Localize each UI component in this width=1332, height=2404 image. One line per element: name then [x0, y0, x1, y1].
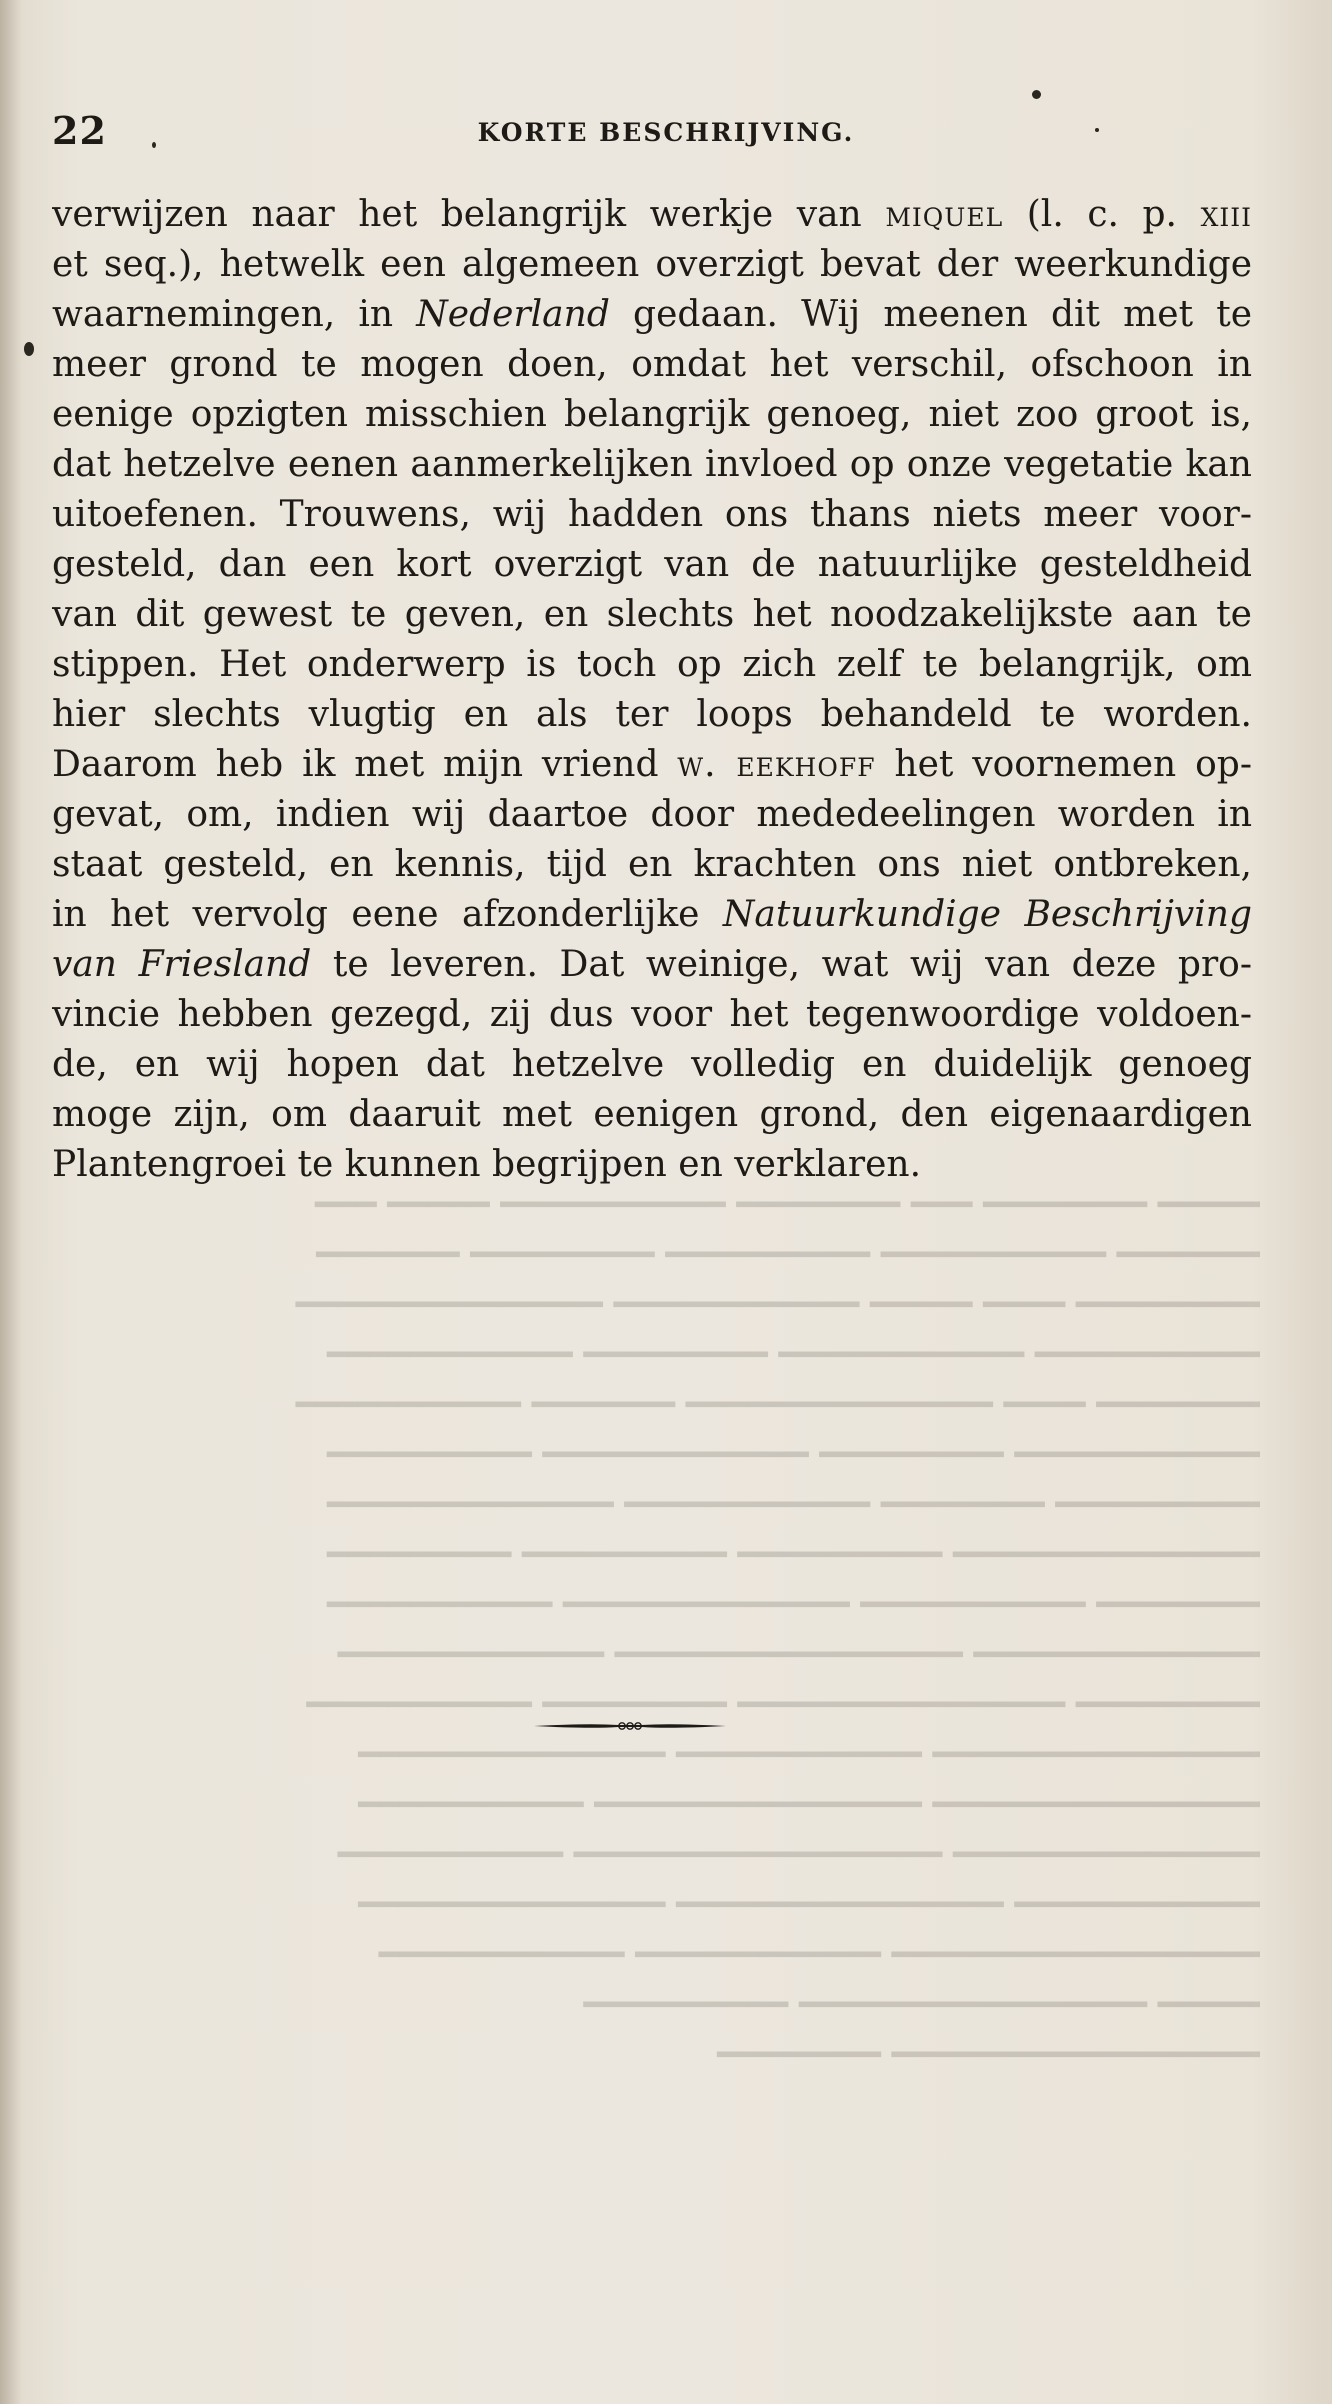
text-line-12: Daarom heb ik met mijn vriend w. eekhoff het voornemen op-: [52, 744, 1252, 785]
ink-speck: [152, 142, 156, 148]
author-name-eekhoff: w. eekhoff: [677, 744, 876, 785]
text-line-3: waarnemingen, in Nederland gedaan. Wij meenen dit met te: [52, 294, 1252, 335]
ink-speck: [24, 342, 34, 356]
ink-speck: [1095, 128, 1099, 132]
text-line-1: verwijzen naar het belangrijk werkje van miquel (l. c. p. xiii: [52, 194, 1252, 235]
main-paragraph: [52, 190, 1252, 1190]
show-through-texture: ━━━━━ ━━━━━━━━ ━━━ ━━━━━━━━ ━━━━━━━━━━━ ━━━━━ ━━━ ━━━━━━━ ━━━━━━━━━━━ ━━━━━━━━━━ ━━━━━━━━━ ━━━━━━━ ━━━━━━━━━ ━━━━ ━━━━━ ━━━━━━━━━━━━ ━━━━━━━━━━━━━━━ ━━━━━━━━━━━ ━━━━━━━━━━━━ ━━━━━━━━━ ━━━━━━━━━━━━ ━━━━━━━━ ━━━━ ━━━━━━━━━━━━━━━ ━━━━━━━ ━━━━━━━━━━━ ━━━━━━━━━━━━ ━━━━━━━━━ ━━━━━━━━━━━━━ ━━━━━━━━━━ ━━━━━━━━━━ ━━━━━━━━ ━━━━━━━━━━━━ ━━━━━━━━━━━━━━ ━━━━━━━━━━━━━━━ ━━━━━━━━━━ ━━━━━━━━━━ ━━━━━━━━━ ━━━━━━━━ ━━━━━━━━━━━ ━━━━━━━━━━━━━━ ━━━━━━━━━━━ ━━━━━━━━━━━━━━ ━━━━━━━━━━━━━━━━━ ━━━━━━━━━━━━━ ━━━━━━━━━ ━━━━━━━━━━━━━━━━ ━━━━━━━━━ ━━━━━━━━━━━ ━━━━━━━━━━━━━━━━ ━━━━━━━━━━━━ ━━━━━━━━━━━━━━━ ━━━━━━━━━━━━━━━━ ━━━━━━━━━━━━━━━━ ━━━━━━━━━━━ ━━━━━━━━━━━━━━━ ━━━━━━━━━━━━━━━━━━ ━━━━━━━━━━━ ━━━━━━━━━━━━ ━━━━━━━━━━━━━━━━ ━━━━━━━━━━━━━━━ ━━━━━━━━━━━━━━━━━━ ━━━━━━━━━━━━ ━━━━━━━━━━━━ ━━━━━ ━━━━━━━━━━━━━━━━━ ━━━━━━━━━━ ━━━━━━━━━━━━━━━━━━ ━━━━━━━━: [295, 1185, 1260, 2075]
text-line-9: van dit gewest te geven, en slechts het noodzakelijkste aan te: [52, 594, 1252, 635]
text-line-4: meer grond te mogen doen, omdat het verschil, ofschoon in: [52, 344, 1252, 385]
text-line-14: staat gesteld, en kennis, tijd en krachten ons niet ontbreken,: [52, 844, 1252, 885]
text-line-13: gevat, om, indien wij daartoe door mededeelingen worden in: [52, 794, 1252, 835]
text-line-6: dat hetzelve eenen aanmerkelijken invloed op onze vegetatie kan: [52, 444, 1252, 485]
text-line-20: Plantengroei te kunnen begrijpen en verklaren.: [52, 1144, 922, 1185]
text-line-17: vincie hebben gezegd, zij dus voor het tegenwoordige voldoen-: [52, 994, 1252, 1035]
text-line-16: van Friesland te leveren. Dat weinige, wat wij van deze pro-: [52, 944, 1252, 985]
text-line-7: uitoefenen. Trouwens, wij hadden ons thans niets meer voor-: [52, 494, 1252, 535]
spine-shadow: [0, 0, 22, 2404]
work-title-part-1: Natuurkundige Beschrijving: [722, 894, 1252, 935]
running-title: KORTE BESCHRIJVING.: [477, 118, 855, 147]
author-name-miquel: miquel: [885, 194, 1004, 235]
text-line-10: stippen. Het onderwerp is toch op zich zelf te belangrijk, om: [52, 644, 1252, 685]
text-line-5: eenige opzigten misschien belangrijk genoeg, niet zoo groot is,: [52, 394, 1252, 435]
page-number: 22: [52, 108, 107, 153]
text-line-19: moge zijn, om daaruit met eenigen grond, den eigenaardigen: [52, 1094, 1252, 1135]
ink-speck: [1032, 90, 1041, 99]
text-line-15: in het vervolg eene afzonderlijke Natuurkundige Beschrijving: [52, 894, 1252, 935]
place-nederland: Nederland: [416, 294, 610, 335]
text-line-11: hier slechts vlugtig en als ter loops behandeld te worden.: [52, 694, 1252, 735]
text-line-2: et seq.), hetwelk een algemeen overzigt bevat der weerkundige: [52, 244, 1252, 285]
page-header: [0, 108, 1332, 158]
text-line-8: gesteld, dan een kort overzigt van de natuurlijke gesteldheid: [52, 544, 1252, 585]
work-title-part-2: van Friesland: [52, 944, 312, 985]
text-line-18: de, en wij hopen dat hetzelve volledig en duidelijk genoeg: [52, 1044, 1252, 1085]
